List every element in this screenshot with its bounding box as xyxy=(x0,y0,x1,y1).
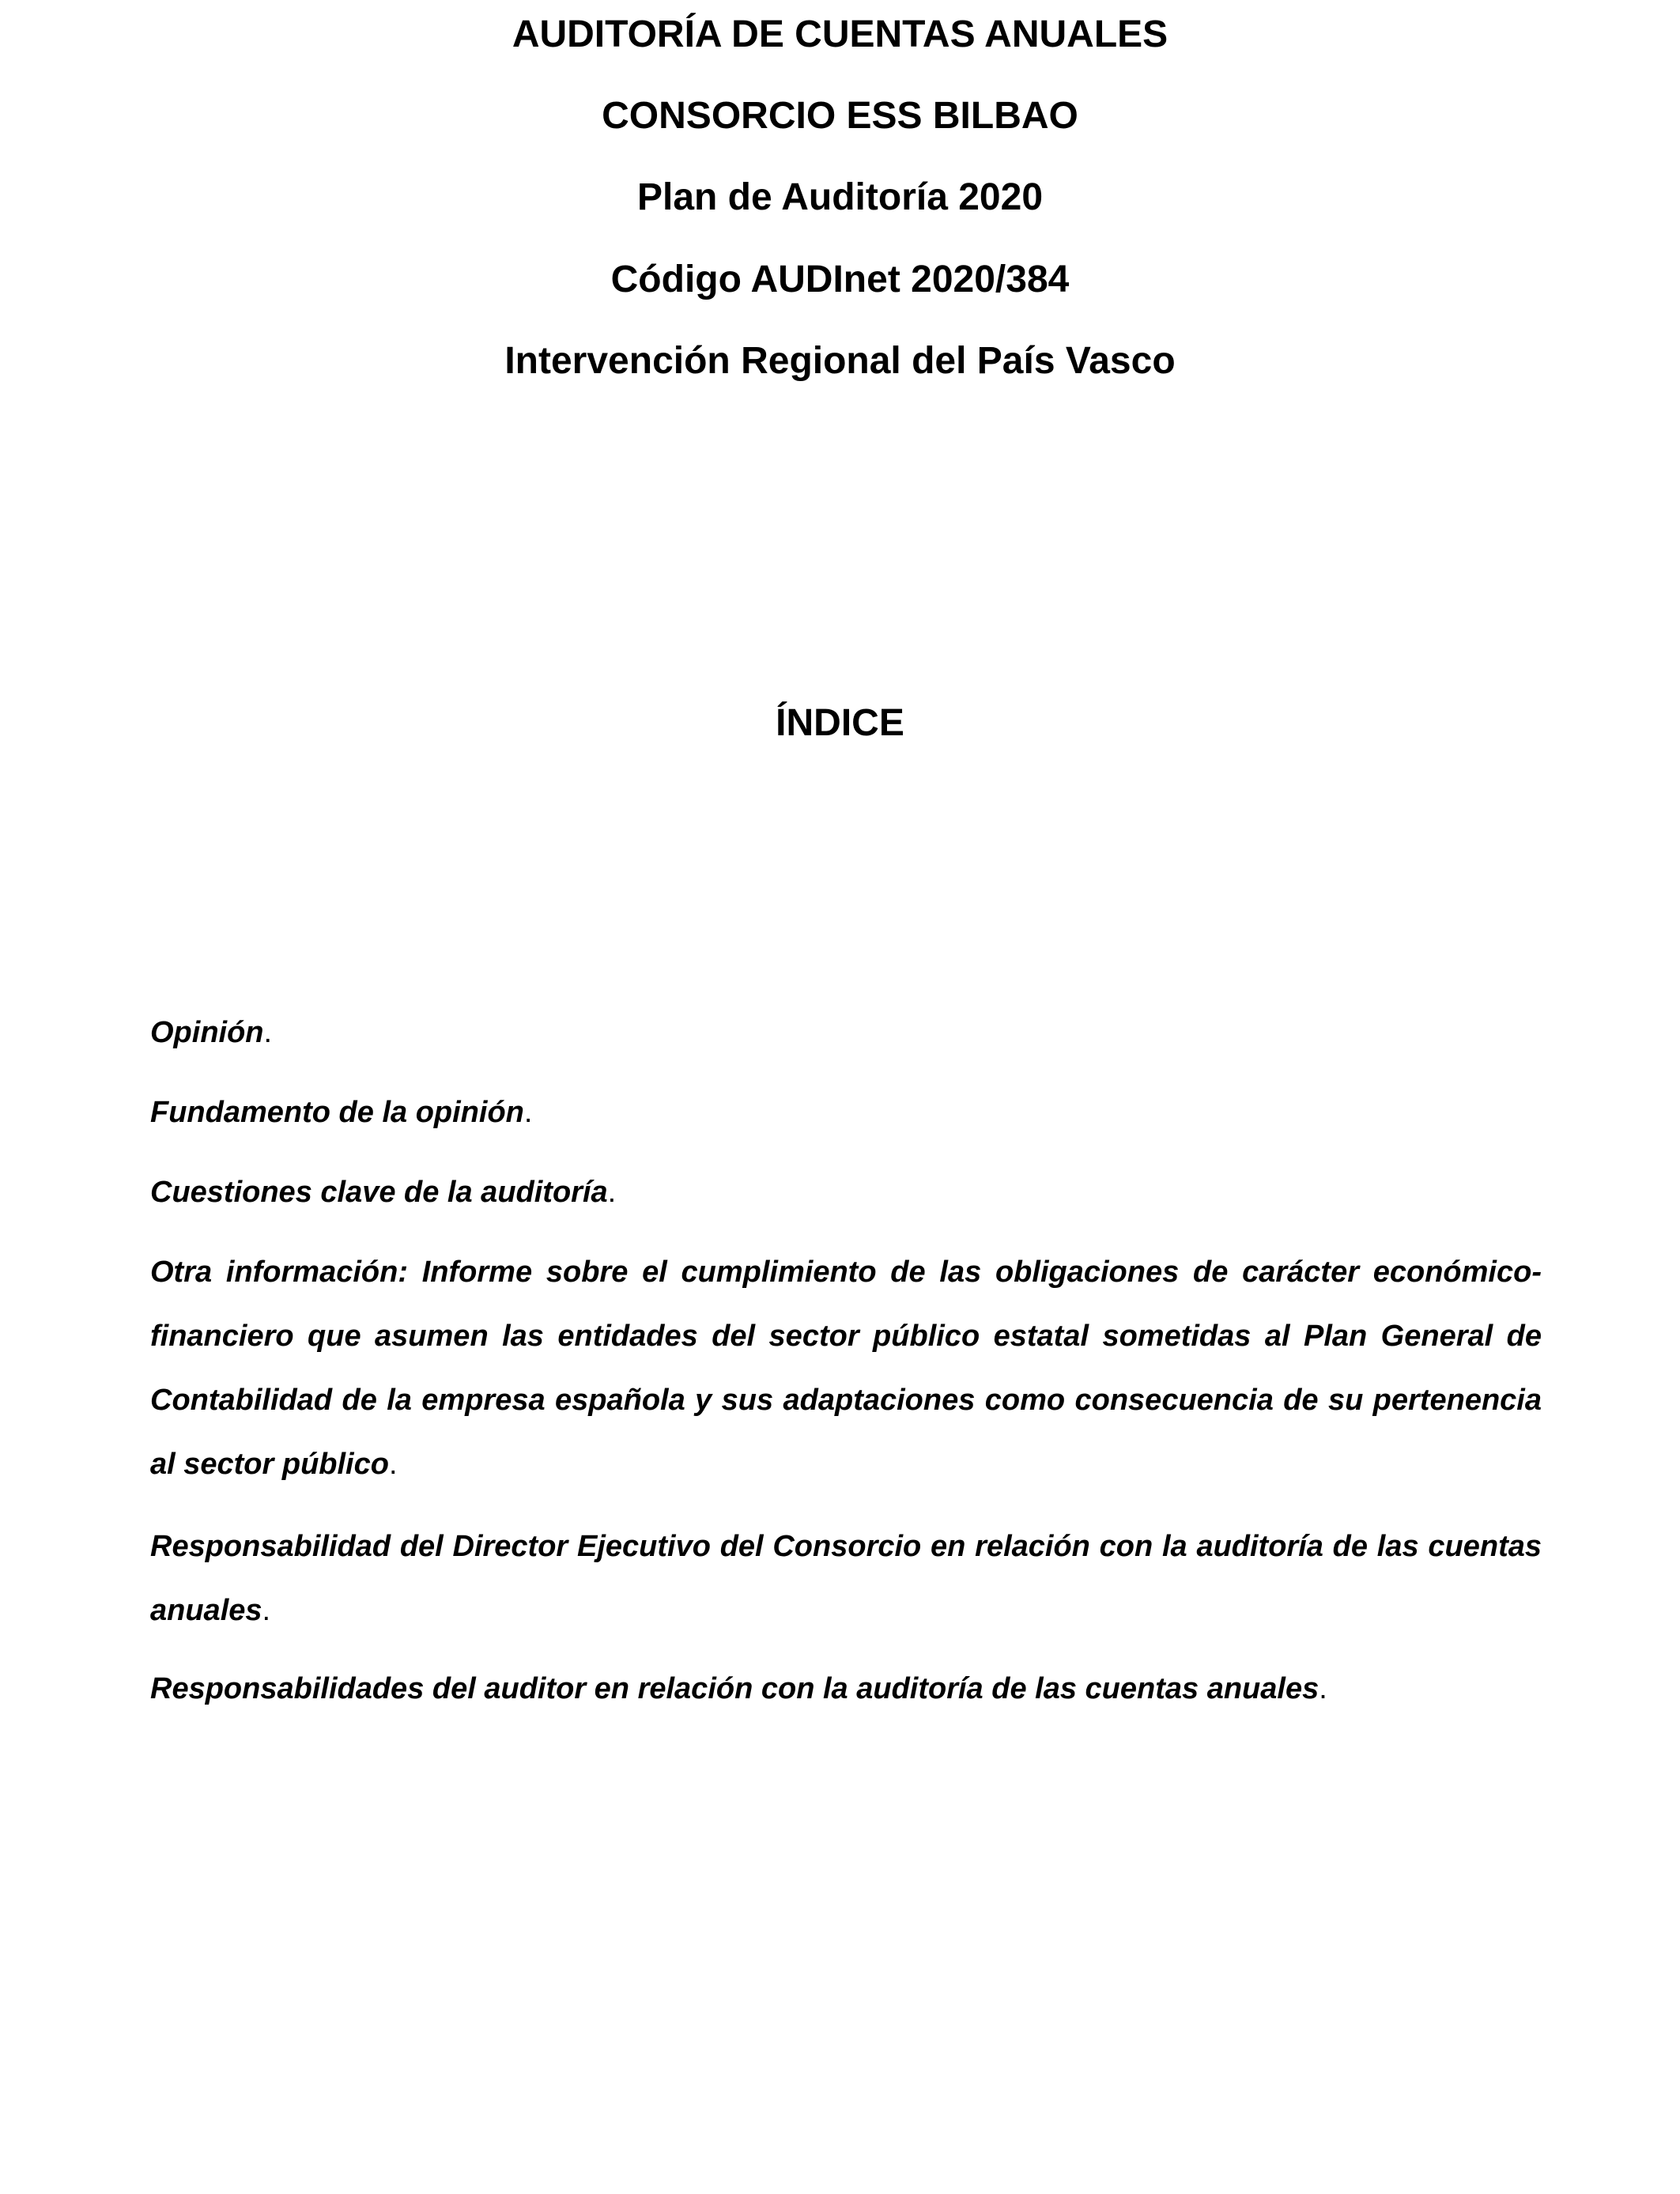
index-item-text: Opinión xyxy=(150,1016,264,1049)
intervention-office: Intervención Regional del País Vasco xyxy=(504,340,1176,382)
index-item-end: . xyxy=(607,1176,617,1209)
index-item-opinion xyxy=(150,1001,1542,1065)
index-item-responsabilidad-director xyxy=(150,1515,1542,1643)
index-item-end: . xyxy=(263,1016,273,1049)
index-item-end: . xyxy=(523,1096,533,1129)
index-item-end: . xyxy=(1319,1672,1327,1705)
entity-name: CONSORCIO ESS BILBAO xyxy=(602,95,1078,137)
index-item-text: Responsabilidades del auditor en relación con la auditoría de las cuentas anuales xyxy=(150,1672,1319,1705)
index-item-end: . xyxy=(388,1448,398,1481)
index-item-fundamento xyxy=(150,1081,1542,1145)
index-item-text: Otra información: Informe sobre el cumplimiento de las obligaciones de carácter económico-financiero que asumen las entidades del sector público estatal sometidas al Plan General de Contabilidad de la empresa española y sus adaptaciones como consecuencia de su pertenencia al sector público xyxy=(150,1256,1542,1481)
index-item-cuestiones-clave xyxy=(150,1161,1542,1225)
document-title: AUDITORÍA DE CUENTAS ANUALES xyxy=(512,13,1168,55)
index-item-text: Fundamento de la opinión xyxy=(150,1096,524,1129)
index-item-responsabilidades-auditor xyxy=(150,1657,1542,1721)
index-item-otra-informacion xyxy=(150,1240,1542,1497)
index-item-text: Responsabilidad del Director Ejecutivo del Consorcio en relación con la auditoría de las cuentas anuales xyxy=(150,1530,1542,1627)
audinet-code: Código AUDInet 2020/384 xyxy=(610,259,1070,300)
index-item-end: . xyxy=(262,1594,271,1627)
index-item-text: Cuestiones clave de la auditoría xyxy=(150,1176,608,1209)
index-heading: ÍNDICE xyxy=(776,702,904,744)
audit-plan: Plan de Auditoría 2020 xyxy=(636,176,1044,218)
